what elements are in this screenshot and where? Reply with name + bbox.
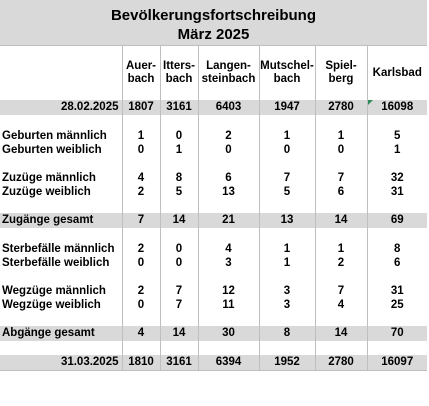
column-header-karlsbad[interactable]: Karlsbad	[367, 46, 427, 100]
table-cell[interactable]: 6403	[198, 100, 259, 115]
table-cell[interactable]: 7	[160, 298, 198, 312]
table-cell[interactable]: 2	[122, 185, 160, 199]
end-date[interactable]: 31.03.2025	[0, 355, 122, 371]
table-cell[interactable]: 3	[259, 284, 315, 298]
table-cell[interactable]: 0	[198, 143, 259, 157]
column-header-langensteinbach[interactable]: Langen- steinbach	[198, 46, 259, 100]
table-cell[interactable]: 6394	[198, 355, 259, 371]
column-header-mutschelbach[interactable]: Mutschel- bach	[259, 46, 315, 100]
comment-marker-icon	[368, 100, 373, 105]
table-cell[interactable]: 7	[315, 284, 367, 298]
start-date[interactable]: 28.02.2025	[0, 100, 122, 115]
sheet-title: Bevölkerungsfortschreibung	[110, 7, 317, 24]
row-label[interactable]: Sterbefälle weiblich	[2, 257, 110, 269]
table-cell[interactable]: 30	[198, 326, 259, 341]
table-cell[interactable]: 4	[198, 242, 259, 256]
table-cell[interactable]: 1807	[122, 100, 160, 115]
table-cell[interactable]: 13	[259, 213, 315, 228]
table-cell[interactable]: 8	[259, 326, 315, 341]
row-label[interactable]: Geburten männlich	[2, 130, 107, 142]
total-in-row	[0, 213, 427, 228]
table-cell[interactable]: 1	[367, 143, 427, 157]
table-cell[interactable]: 13	[198, 185, 259, 199]
table-cell[interactable]: 5	[160, 185, 198, 199]
row-label[interactable]: Geburten weiblich	[2, 144, 102, 156]
table-cell[interactable]: 2	[122, 242, 160, 256]
row-label[interactable]: Zuzüge weiblich	[2, 186, 91, 198]
table-cell[interactable]: 7	[315, 171, 367, 185]
table-cell[interactable]: 3161	[160, 100, 198, 115]
column-header-auerbach[interactable]: Auer- bach	[122, 46, 160, 100]
column-header-spielberg[interactable]: Spiel- berg	[315, 46, 367, 100]
table-cell[interactable]: 14	[315, 326, 367, 341]
table-cell[interactable]: 0	[315, 143, 367, 157]
table-row	[0, 143, 427, 157]
table-cell[interactable]: 14	[160, 326, 198, 341]
table-cell[interactable]: 14	[160, 213, 198, 228]
table-cell[interactable]: 3	[198, 256, 259, 270]
table-cell[interactable]: 16097	[367, 355, 427, 371]
row-label[interactable]: Zugänge gesamt	[0, 213, 122, 228]
table-cell[interactable]: 2	[198, 129, 259, 143]
table-cell[interactable]: 1	[259, 256, 315, 270]
row-label[interactable]: Wegzüge männlich	[2, 285, 106, 297]
table-cell[interactable]: 1	[122, 129, 160, 143]
table-cell[interactable]: 7	[259, 171, 315, 185]
table-cell[interactable]: 32	[367, 171, 427, 185]
row-label[interactable]: Abgänge gesamt	[0, 326, 122, 341]
table-cell[interactable]: 1	[315, 129, 367, 143]
table-cell[interactable]: 0	[160, 242, 198, 256]
table-row	[0, 256, 427, 270]
table-row	[0, 242, 427, 256]
total-out-row	[0, 326, 427, 341]
table-cell[interactable]: 6	[367, 256, 427, 270]
table-cell[interactable]: 0	[160, 129, 198, 143]
table-cell[interactable]: 5	[367, 129, 427, 143]
table-cell[interactable]: 0	[259, 143, 315, 157]
population-table	[0, 46, 427, 371]
table-cell[interactable]: 0	[122, 298, 160, 312]
table-cell[interactable]: 3161	[160, 355, 198, 371]
table-row	[0, 185, 427, 199]
table-row	[0, 129, 427, 143]
row-label[interactable]: Sterbefälle männlich	[2, 243, 115, 255]
table-cell[interactable]: 12	[198, 284, 259, 298]
table-cell[interactable]: 0	[160, 256, 198, 270]
table-cell[interactable]: 4	[122, 171, 160, 185]
table-cell[interactable]: 4	[122, 326, 160, 341]
table-cell[interactable]: 0	[122, 143, 160, 157]
table-cell[interactable]: 1947	[259, 100, 315, 115]
sheet-subtitle: März 2025	[177, 26, 250, 43]
table-cell[interactable]: 7	[122, 213, 160, 228]
table-cell[interactable]: 69	[367, 213, 427, 228]
table-cell[interactable]: 11	[198, 298, 259, 312]
column-header-ittersbach[interactable]: Itters- bach	[160, 46, 198, 100]
table-cell[interactable]: 31	[367, 284, 427, 298]
table-cell[interactable]: 1	[259, 129, 315, 143]
table-cell[interactable]: 3	[259, 298, 315, 312]
table-cell[interactable]: 6	[315, 185, 367, 199]
table-cell[interactable]: 1952	[259, 355, 315, 371]
table-cell[interactable]: 7	[160, 284, 198, 298]
table-cell[interactable]: 2780	[315, 100, 367, 115]
table-cell[interactable]: 1	[259, 242, 315, 256]
table-cell[interactable]: 16098	[367, 100, 427, 115]
row-label[interactable]: Wegzüge weiblich	[2, 299, 101, 311]
row-label[interactable]: Zuzüge männlich	[2, 172, 96, 184]
table-cell[interactable]: 8	[160, 171, 198, 185]
table-cell[interactable]: 6	[198, 171, 259, 185]
end-row	[0, 355, 427, 371]
table-cell[interactable]: 70	[367, 326, 427, 341]
table-cell[interactable]: 5	[259, 185, 315, 199]
title-band	[0, 0, 427, 46]
table-cell[interactable]: 1810	[122, 355, 160, 371]
table-cell[interactable]: 0	[122, 256, 160, 270]
table-cell[interactable]: 1	[160, 143, 198, 157]
table-cell[interactable]: 2	[122, 284, 160, 298]
table-cell[interactable]: 21	[198, 213, 259, 228]
table-row	[0, 171, 427, 185]
table-cell[interactable]: 31	[367, 185, 427, 199]
table-cell[interactable]: 8	[367, 242, 427, 256]
start-row	[0, 100, 427, 115]
table-cell[interactable]: 14	[315, 213, 367, 228]
table-cell[interactable]: 25	[367, 298, 427, 312]
column-header-row	[0, 46, 427, 100]
table-cell[interactable]: 2	[315, 256, 367, 270]
header-corner	[0, 46, 122, 100]
table-cell[interactable]: 1	[315, 242, 367, 256]
table-row	[0, 298, 427, 312]
table-row	[0, 284, 427, 298]
table-cell[interactable]: 2780	[315, 355, 367, 371]
table-cell[interactable]: 4	[315, 298, 367, 312]
